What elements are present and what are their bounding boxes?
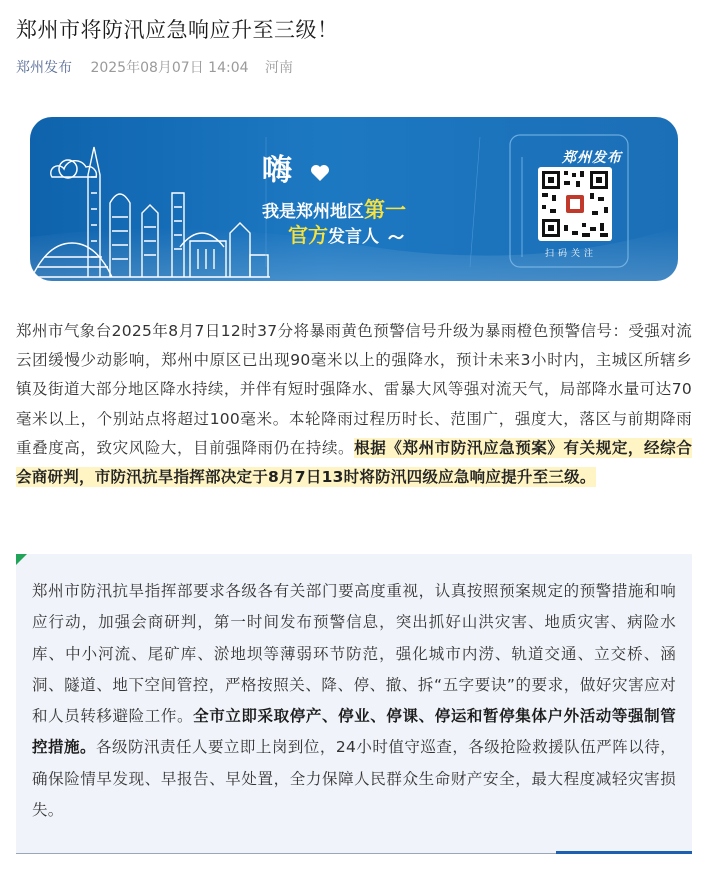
paragraph-requirements [32,576,676,826]
tilde-icon [388,233,404,241]
paragraph-weather-warning [16,317,692,492]
heart-icon [310,164,330,182]
qr-caption: 扫码关注 [545,249,598,259]
quote-box [16,554,692,854]
paragraph2-tail: 各级防汛责任人要立即上岗到位，24小时值守巡查，各级抢险救援队伍严阵以待，确保险情早发现、早报告、早处置，全力保障人民群众生命财产安全，最大程度减轻灾害损失。 [32,738,676,820]
location-label: 河南 [264,60,293,76]
brand-logo: 郑州发布 [562,150,622,166]
article-title: 郑州市将防汛应急响应升至三级！ [16,18,339,42]
bold-measures: 全市立即采取停产、停业、停课、停运和暂停集体户外活动等强制管控措施。 [32,707,676,757]
banner-line2: 官方发言人 [288,223,404,249]
highlighted-decision: 根据《郑州市防汛应急预案》有关规定，经综合会商研判，市防汛抗旱指挥部决定于8月7日13时将防汛四级应急响应提升至三级。 [16,438,692,487]
paragraph1-text: 郑州市气象台2025年8月7日12时37分将暴雨黄色预警信号升级为暴雨橙色预警信号：受强对流云团缓慢少动影响，郑州中原区已出现90毫米以上的强降水，预计未来3小时内，主城区所辖乡镇及街道大部分地区降水持续，并伴有短时强降水、雷暴大风等强对流天气，局部降水量可达70毫米以上，个别站点将超过100毫米。本轮降雨过程历时长、范围广，强度大，落区与前期降雨重叠度高，致灾风险大，目前强降雨仍在持续。 [16,322,692,457]
banner-image [30,117,678,281]
source-link[interactable]: 郑州发布 [16,60,72,76]
paragraph2-text: 郑州市防汛抗旱指挥部要求各级各有关部门要高度重视，认真按照预案规定的预警措施和响应行动，加强会商研判，第一时间发布预警信息，突出抓好山洪灾害、地质灾害、病险水库、中小河流、尾矿库、淤地坝等薄弱环节防范，强化城市内涝、轨道交通、立交桥、涵洞、隧道、地下空间管控，严格按照关、降、停、撤、拆“五字要诀”的要求，做好灾害应对和人员转移避险工作。 [32,582,676,726]
divider-accent [556,851,692,854]
article-meta [16,58,293,78]
corner-marker [16,554,27,565]
qr-code [538,167,612,241]
publish-time: 2025年08月07日 14:04 [90,60,249,76]
banner-line1: 我是郑州地区第一 [262,198,406,222]
banner-greeting: 嗨 [262,153,292,188]
